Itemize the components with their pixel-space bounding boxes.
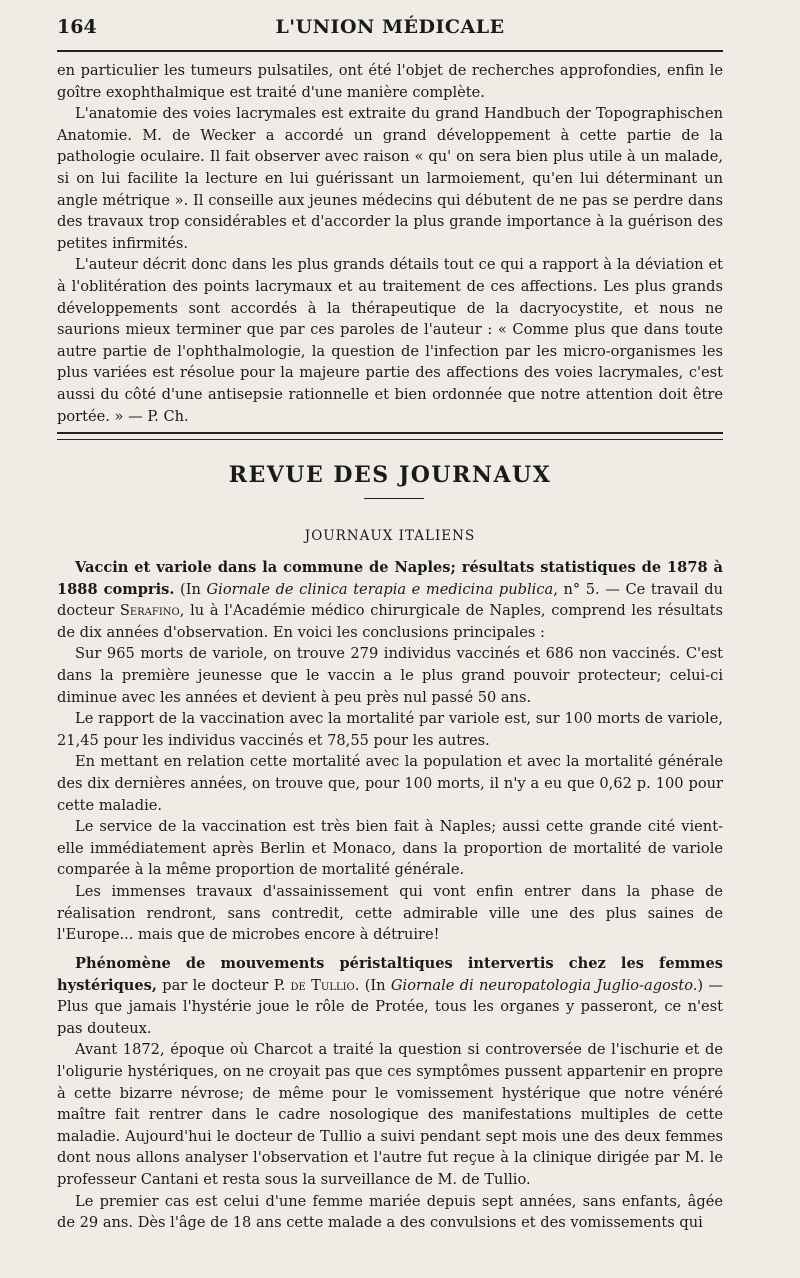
paragraph: L'auteur décrit donc dans les plus grands détails tout ce qui a rapport à la déviation et à l'oblitération des points lacrymaux et au traitement de ces affections. Les plus grands développements sont accordés à la thérapeutique de la dacryocystite, et nous ne saurions mieux terminer que par ces paroles de l'auteur : « Comme plus que dans toute autre partie de l'ophthalmologie, la question de l'infection par les micro-organismes les plus variées est résolue pour la majeure partie des affections des voies lacrymales, c'est aussi du côté d'une antisepsie rationnelle et bien ordonnée que notre attention doit être portée. » — P. Ch. — [57, 256, 723, 425]
section-title: REVUE DES JOURNAUX — [228, 462, 552, 488]
article-title: Phénomène de mouvements péristaltiques intervertis chez les femmes hystériques, — [57, 955, 723, 994]
article-hysterie — [57, 953, 723, 1234]
author-name: de Tullio — [290, 976, 355, 994]
title-rule — [364, 498, 424, 499]
running-head: L'UNION MÉDICALE — [275, 16, 505, 38]
article-intro: Vaccin et variole dans la commune de Naples; résultats statistiques de 1878 à 1888 compris. (In Giornale de clinica terapia e medicina publica, n° 5. — Ce travail du docteur Serafino, lu à l'Académie médico chirurgicale de Naples, comprend les résultats de dix années d'observation. En voici les conclusions principales : — [57, 559, 723, 641]
header-rule — [57, 50, 723, 52]
section-divider — [57, 432, 723, 440]
subsection-title: JOURNAUX ITALIENS — [304, 528, 476, 544]
article-intro: Phénomène de mouvements péristaltiques intervertis chez les femmes hystériques, par le docteur P. de Tullio. (In Giornale di neuropatologia Juglio-agosto.) — Plus que jamais l'hystérie joue le rôle de Protée, tous les organes y passeront, ce n'est pas douteux. — [57, 955, 723, 1037]
paragraph: Le service de la vaccination est très bien fait à Naples; aussi cette grande cité vient-elle immédiatement après Berlin et Monaco, dans la proportion de mortalité de variole comparée à la même proportion de mortalité générale. — [57, 818, 723, 879]
journal-name: Giornale di neuropatologia Juglio-agosto. — [390, 976, 698, 994]
article-vaccin — [57, 557, 723, 946]
paragraph: L'anatomie des voies lacrymales est extraite du grand Handbuch der Topographischen Anatomie. M. de Wecker a accordé un grand développement à cette partie de la pathologie oculaire. Il fait observer avec raison « qu' on sera bien plus utile à un malade, si on lui facilite la lecture en lui guérissant un larmoiement, qu'en lui déterminant un angle métrique ». Il conseille aux jeunes médecins qui débutent de ne pas se perdre dans des travaux trop considérables et d'accorder la plus grande importance à la guérison des petites infirmités. — [57, 105, 723, 252]
page-number: 164 — [57, 16, 97, 38]
author-name: Serafino — [119, 602, 180, 620]
paragraph: Les immenses travaux d'assainissement qui vont enfin entrer dans la phase de réalisation rendront, sans contredit, cette admirable ville une des plus saines de l'Europe... mais que de microbes encore à détruire! — [57, 882, 723, 944]
paragraph: Avant 1872, époque où Charcot a traité la question si controversée de l'ischurie et de l'oligurie hystériques, on ne croyait pas que ces symptômes pussent appartenir en propre à cette bizarre névrose; de même pour le vomissement hystérique que notre vénéré maître fait rentrer dans le cadre nosologique des manifestations multiples de cette maladie. Aujourd'hui le docteur de Tullio a suivi pendant sept mois une des deux femmes dont nous allons analyser l'observation et l'autre fut reçue à la clinique dirigée par M. le professeur Cantani et resta sous la surveillance de M. de Tullio. — [57, 1041, 723, 1188]
journal-name: Giornale de clinica terapia e medicina publica — [206, 580, 554, 598]
paragraph: En mettant en relation cette mortalité avec la population et avec la mortalité générale des dix dernières années, on trouve que, pour 100 morts, il n'y a eu que 0,62 p. 100 pour cette maladie. — [57, 753, 723, 814]
paragraph: Le rapport de la vaccination avec la mortalité par variole est, sur 100 morts de variole, 21,45 pour les individus vaccinés et 78,55 pour les autres. — [57, 710, 723, 749]
paragraph: en particulier les tumeurs pulsatiles, ont été l'objet de recherches approfondies, enfin le goître exophthalmique est traité d'une manière complète. — [57, 62, 723, 101]
page-header — [57, 16, 723, 42]
paragraph: Le premier cas est celui d'une femme mariée depuis sept années, sans enfants, âgée de 29 ans. Dès l'âge de 18 ans cette malade a des convulsions et des vomissements qui — [57, 1192, 723, 1232]
paragraph: Sur 965 morts de variole, on trouve 279 individus vaccinés et 686 non vaccinés. C'est dans la première jeunesse que le vaccin a le plus grand pouvoir protecteur; celui-ci diminue avec les années et devient à peu près nul passé 50 ans. — [57, 645, 723, 706]
review-continuation — [57, 60, 723, 427]
article-title: Vaccin et variole dans la commune de Naples; résultats statistiques de 1878 à 1888 compris. — [57, 559, 723, 598]
